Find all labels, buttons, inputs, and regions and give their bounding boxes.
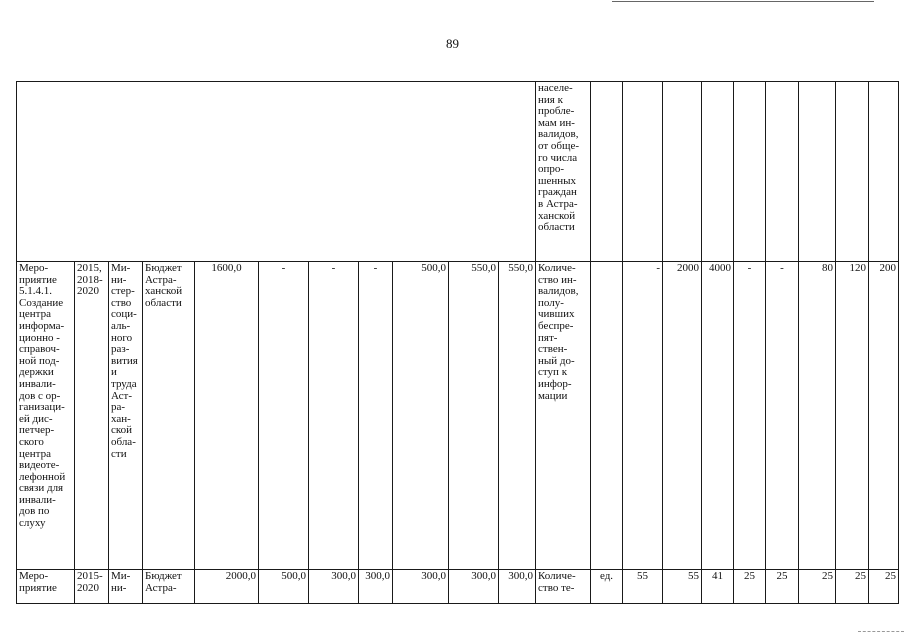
cell-text-line: инфор-	[538, 377, 572, 390]
total-cell: 1600,0	[195, 262, 259, 570]
value-cell: 80	[799, 262, 836, 570]
cell-text-line: валидов,	[538, 285, 579, 298]
source-cell	[143, 262, 195, 570]
unit-cell	[591, 262, 623, 570]
value-cell: 25	[734, 570, 766, 604]
executor-cell	[109, 570, 143, 604]
cell-text-line: лефонной	[19, 470, 66, 483]
cell-text-line: центра	[19, 308, 51, 321]
cell-text-line: мации	[538, 389, 568, 402]
period-cell	[75, 570, 109, 604]
cell-text-line: приятие	[19, 273, 57, 286]
page-number: 89	[446, 36, 459, 51]
year-cell: 300,0	[499, 570, 536, 604]
period-cell	[75, 262, 109, 570]
value-cell: 25	[869, 570, 899, 604]
program-table	[16, 81, 899, 604]
value-cell	[623, 82, 663, 262]
cell-text-line: дов с ор-	[19, 389, 61, 402]
value-cell	[766, 82, 799, 262]
cell-text-line: мам ин-	[538, 116, 575, 129]
cell-text-line: валидов,	[538, 128, 579, 141]
cell-text-line: приятие	[19, 581, 57, 594]
top-rule	[612, 1, 874, 2]
value-cell	[799, 82, 836, 262]
cell-text-line: Аст-	[111, 389, 133, 402]
year-cell: 550,0	[449, 262, 499, 570]
cell-text-line: труда	[111, 377, 137, 390]
cell-text-line: стер-	[111, 285, 135, 298]
cell-text-line: ной под-	[19, 354, 60, 367]
cell-text-line: слуху	[19, 517, 46, 530]
cell-text-line: ствен-	[538, 343, 568, 356]
cell-text-line: ханской	[538, 209, 576, 222]
total-cell: 2000,0	[195, 570, 259, 604]
cell-text-line: справоч-	[19, 343, 60, 356]
cell-text-line: Количе-	[538, 262, 576, 274]
source-cell	[143, 570, 195, 604]
cell-text-line: вития	[111, 354, 138, 367]
cell-text-line: 2015-	[77, 570, 103, 582]
cell-text-line: полу-	[538, 296, 564, 309]
unit-cell	[591, 82, 623, 262]
cell-text-line: аль-	[111, 319, 131, 332]
cell-text-line: граждан	[538, 186, 577, 199]
cell-text-line: от обще-	[538, 139, 580, 152]
cell-text-line: 2020	[77, 581, 99, 594]
cell-text-line: ступ к	[538, 366, 568, 379]
cell-text-line: держки	[19, 366, 54, 379]
unit-cell: ед.	[591, 570, 623, 604]
cell-text-line: связи для	[19, 482, 64, 495]
value-cell	[702, 82, 734, 262]
value-cell: -	[623, 262, 663, 570]
cell-text-line: Бюджет	[145, 570, 182, 582]
value-cell: 41	[702, 570, 734, 604]
indicator-cell	[536, 570, 591, 604]
cell-text-line: Меро-	[19, 570, 49, 582]
cell-text-line: ского	[19, 435, 44, 448]
cell-text-line: ство те-	[538, 581, 575, 594]
cell-text-line: петчер-	[19, 424, 55, 437]
year-cell: 500,0	[259, 570, 309, 604]
value-cell: 2000	[663, 262, 702, 570]
year-cell: 500,0	[393, 262, 449, 570]
cell-text-line: чивших	[538, 308, 575, 321]
cell-text-line: хан-	[111, 412, 131, 425]
cell-text-line: Ми-	[111, 262, 131, 274]
year-cell: -	[359, 262, 393, 570]
cell-text-line: ни-	[111, 581, 127, 594]
cell-text-line: ни-	[111, 273, 127, 286]
value-cell: 120	[836, 262, 869, 570]
value-cell: -	[766, 262, 799, 570]
value-cell: 25	[836, 570, 869, 604]
year-cell: 300,0	[309, 570, 359, 604]
cell-text-line: ганизаци-	[19, 401, 65, 414]
cell-text-line: пят-	[538, 331, 558, 344]
table-row	[17, 82, 899, 262]
cell-text-line: области	[538, 221, 575, 234]
event-cell	[17, 570, 75, 604]
continued-empty-cell	[17, 82, 536, 262]
cell-text-line: ния к	[538, 93, 563, 106]
cell-text-line: 2018-	[77, 273, 103, 286]
cell-text-line: ный до-	[538, 354, 575, 367]
year-cell: 300,0	[359, 570, 393, 604]
value-cell: 4000	[702, 262, 734, 570]
cell-text-line: ного	[111, 331, 133, 344]
value-cell	[734, 82, 766, 262]
year-cell: 550,0	[499, 262, 536, 570]
table-row	[17, 262, 899, 570]
value-cell: 55	[623, 570, 663, 604]
indicator-cell	[536, 82, 591, 262]
cell-text-line: 5.1.4.1.	[19, 285, 52, 298]
value-cell: 25	[766, 570, 799, 604]
cell-text-line: Астра-	[145, 581, 177, 594]
cell-text-line: инвали-	[19, 493, 56, 506]
cell-text-line: Создание	[19, 296, 64, 309]
value-cell: 200	[869, 262, 899, 570]
cell-text-line: го числа	[538, 151, 578, 164]
cell-text-line: Астра-	[145, 273, 177, 286]
cell-text-line: ционно -	[19, 331, 60, 344]
cell-text-line: информа-	[19, 319, 65, 332]
cell-text-line: области	[145, 296, 182, 309]
value-cell	[836, 82, 869, 262]
cell-text-line: дов по	[19, 505, 50, 518]
corner-rule	[858, 631, 904, 632]
cell-text-line: ей дис-	[19, 412, 53, 425]
cell-text-line: видеоте-	[19, 459, 60, 472]
year-cell: -	[309, 262, 359, 570]
cell-text-line: ство	[111, 296, 132, 309]
cell-text-line: ство ин-	[538, 273, 577, 286]
cell-text-line: сти	[111, 447, 127, 460]
cell-text-line: ской	[111, 424, 133, 437]
cell-text-line: 2020	[77, 285, 99, 298]
cell-text-line: ра-	[111, 401, 126, 414]
cell-text-line: Количе-	[538, 570, 576, 582]
cell-text-line: соци-	[111, 308, 137, 321]
cell-text-line: Меро-	[19, 262, 49, 274]
executor-cell	[109, 262, 143, 570]
value-cell: 25	[799, 570, 836, 604]
value-cell	[869, 82, 899, 262]
cell-text-line: и	[111, 366, 117, 379]
value-cell: -	[734, 262, 766, 570]
year-cell: 300,0	[393, 570, 449, 604]
cell-text-line: шенных	[538, 174, 577, 187]
cell-text-line: раз-	[111, 343, 130, 356]
cell-text-line: ханской	[145, 285, 183, 298]
cell-text-line: населе-	[538, 82, 573, 94]
year-cell: 300,0	[449, 570, 499, 604]
cell-text-line: опро-	[538, 163, 565, 176]
value-cell: 55	[663, 570, 702, 604]
cell-text-line: 2015,	[77, 262, 102, 274]
cell-text-line: центра	[19, 447, 51, 460]
cell-text-line: Ми-	[111, 570, 131, 582]
indicator-cell	[536, 262, 591, 570]
cell-text-line: в Астра-	[538, 197, 578, 210]
cell-text-line: беспре-	[538, 319, 574, 332]
cell-text-line: инвали-	[19, 377, 56, 390]
event-cell	[17, 262, 75, 570]
cell-text-line: обла-	[111, 435, 136, 448]
table-row	[17, 570, 899, 604]
cell-text-line: Бюджет	[145, 262, 182, 274]
value-cell	[663, 82, 702, 262]
year-cell: -	[259, 262, 309, 570]
cell-text-line: пробле-	[538, 105, 575, 118]
